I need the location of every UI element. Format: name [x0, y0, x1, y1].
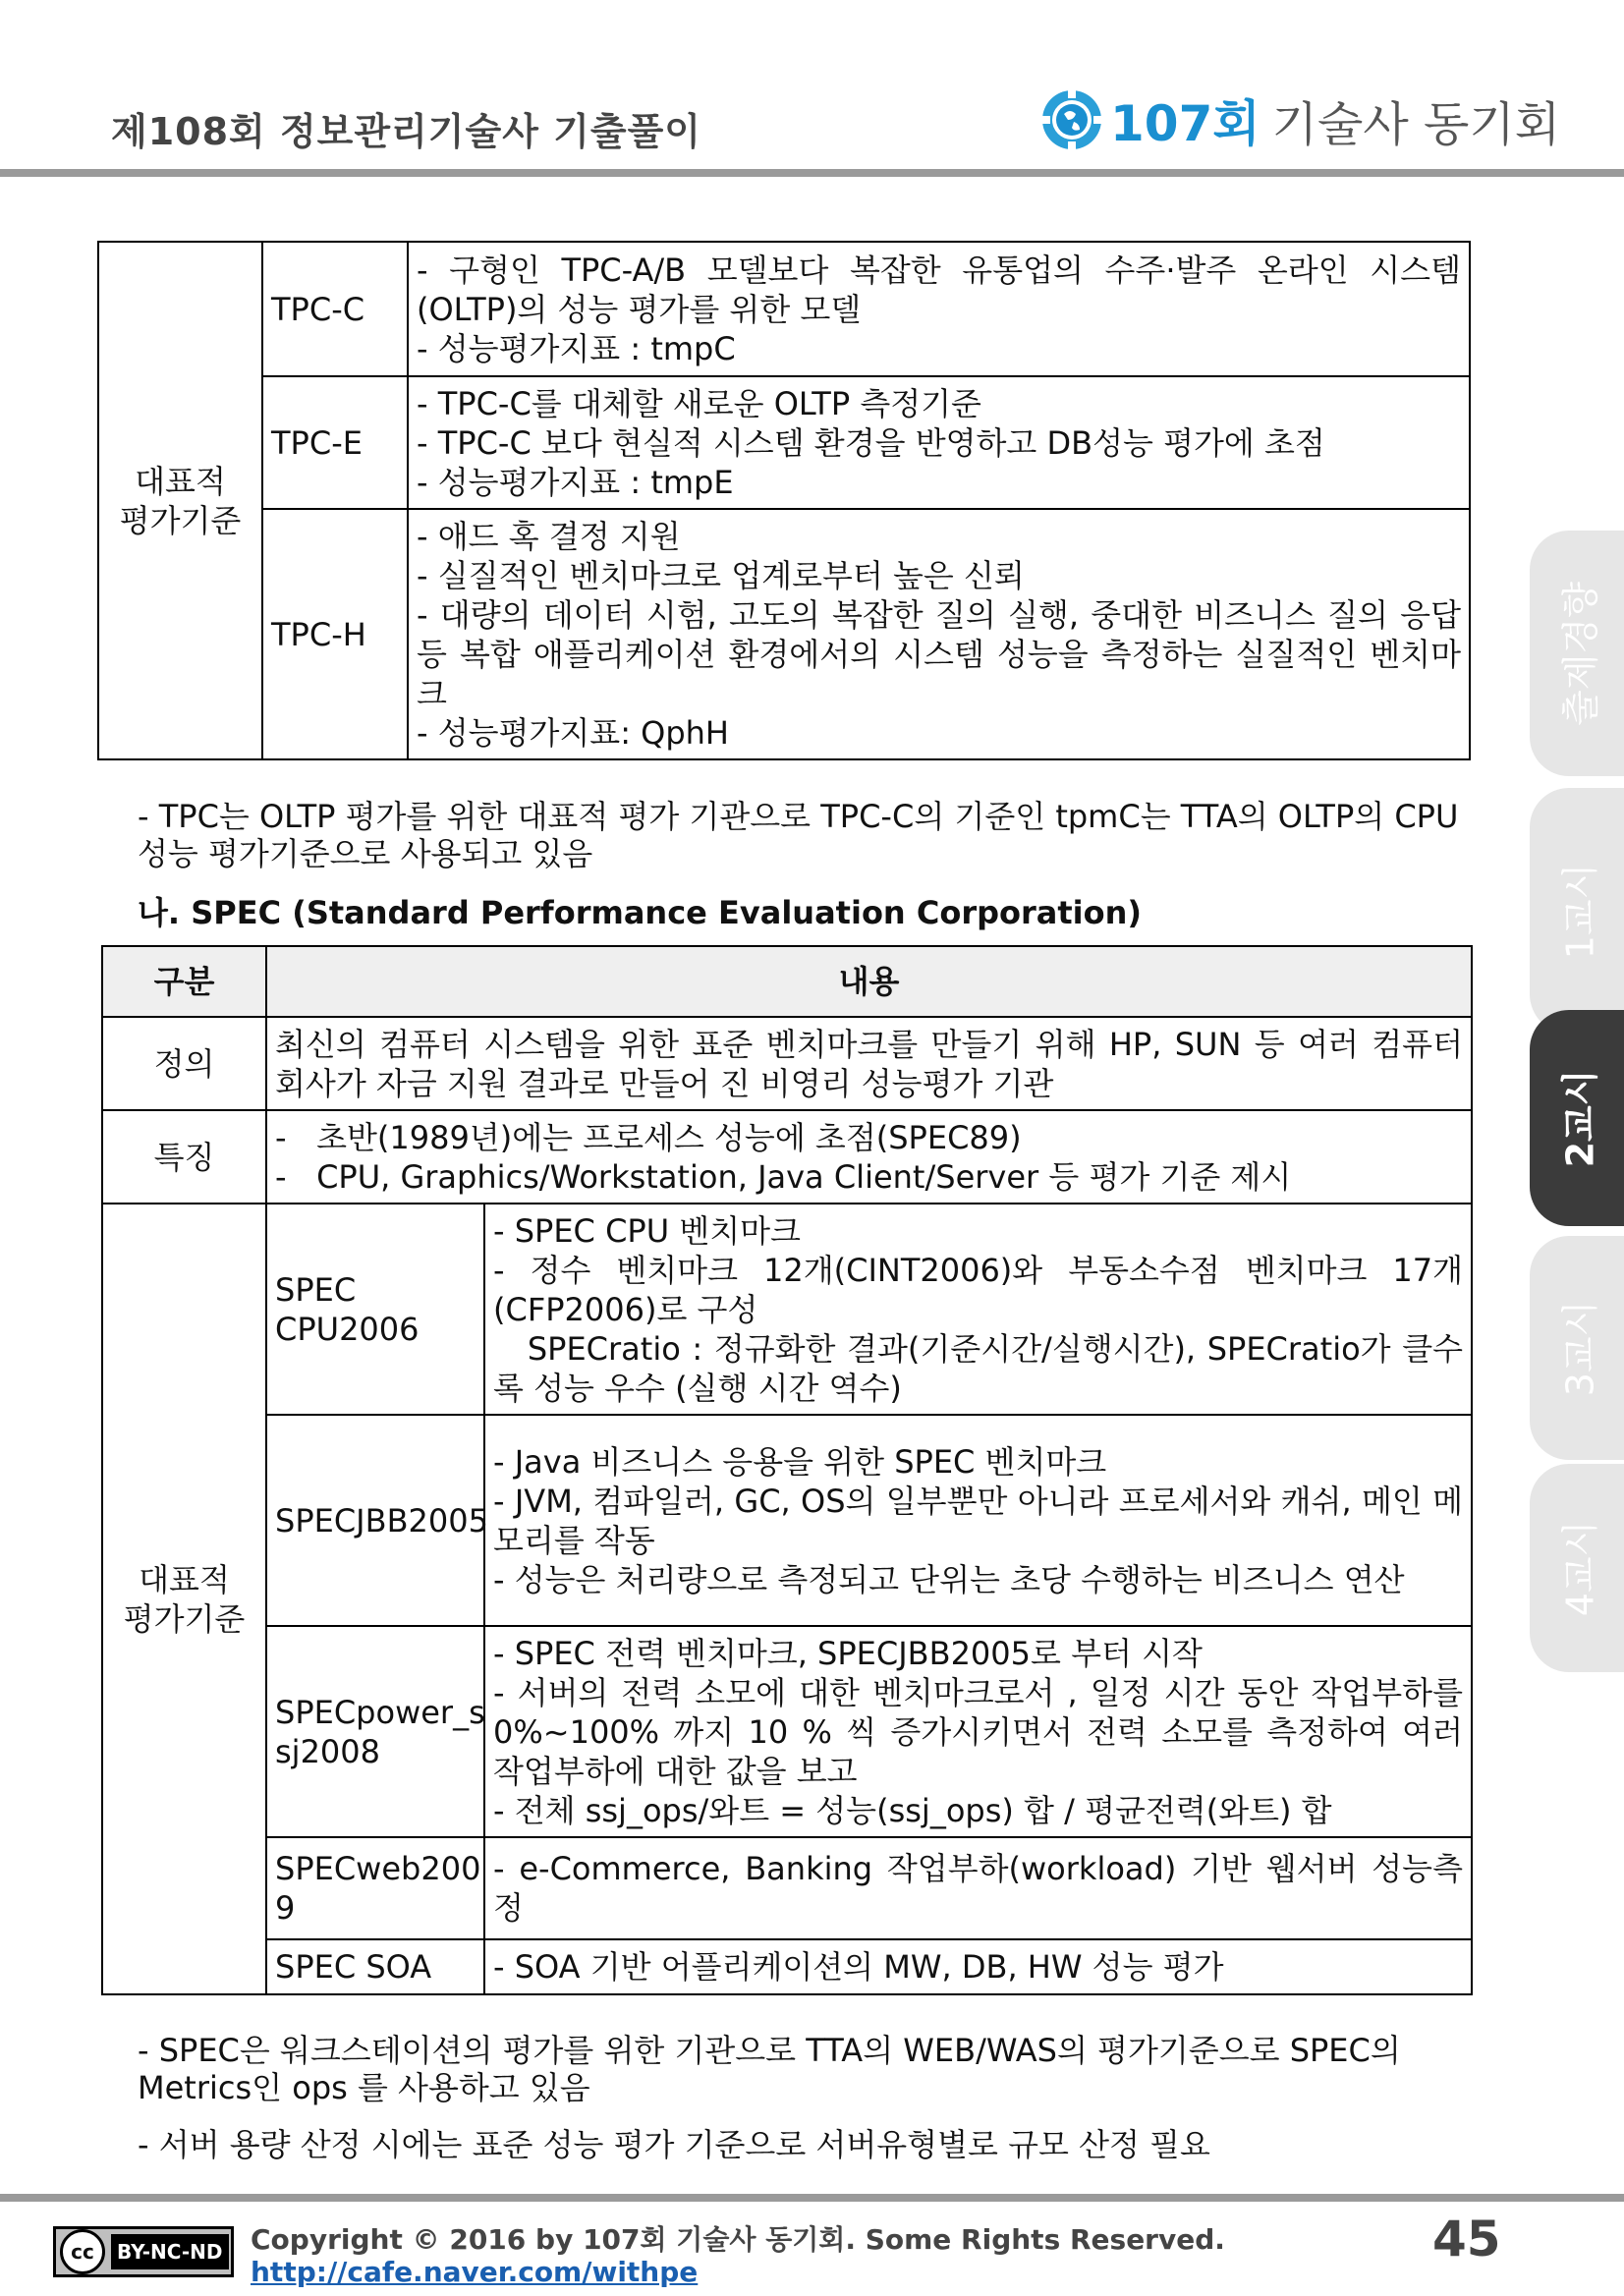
- table-row: [102, 1837, 1472, 1939]
- benchmark-description: [484, 1626, 1472, 1837]
- table-row: [102, 1110, 1472, 1204]
- benchmark-description: [484, 1939, 1472, 1994]
- description-line: - 실질적인 벤치마크로 업계로부터 높은 신뢰: [417, 556, 1025, 594]
- description-line: - 정수 벤치마크 12개(CINT2006)와 부동소수점 벤치마크 17개(CFP2006)로 구성: [493, 1251, 1464, 1328]
- feature-label: 특징: [102, 1110, 266, 1204]
- benchmark-description: [408, 376, 1470, 509]
- description-line: - TPC-C 보다 현실적 시스템 환경을 반영하고 DB성능 평가에 초점: [417, 423, 1325, 462]
- table-row: [102, 1415, 1472, 1626]
- table-header-row: [102, 946, 1472, 1017]
- tpc-table: [97, 241, 1471, 760]
- tab-label: 3교시: [1558, 1300, 1602, 1396]
- description-line: - Java 비즈니스 응용을 위한 SPEC 벤치마크: [493, 1442, 1107, 1481]
- benchmark-description: [484, 1415, 1472, 1626]
- benchmark-name: TPC-E: [262, 376, 408, 509]
- description-line: - SPEC CPU 벤치마크: [493, 1211, 801, 1250]
- description-line: - 성능은 처리량으로 측정되고 단위는 초당 수행하는 비즈니스 연산: [493, 1560, 1405, 1598]
- table-row: [98, 509, 1470, 759]
- logo-text: 기술사 동기회: [1271, 96, 1561, 152]
- description-line: - SPEC 전력 벤치마크, SPECJBB2005로 부터 시작: [493, 1634, 1203, 1672]
- spec-heading: 나. SPEC (Standard Performance Evaluation Corporation): [138, 894, 1143, 931]
- page-number: 45: [1432, 2211, 1501, 2268]
- table-row: [102, 1626, 1472, 1837]
- description-line: - 서버의 전력 소모에 대한 벤치마크로서 , 일정 시간 동안 작업부하를 0%~100% 까지 10 % 씩 증가시키면서 전력 소모를 측정하여 여러 작업부하에 대한 값을 보고: [493, 1673, 1464, 1790]
- benchmark-name: SPECweb200 9: [266, 1837, 484, 1939]
- tab-label: 1교시: [1558, 863, 1602, 959]
- description-line: - 애드 혹 결정 지원: [417, 517, 681, 555]
- benchmark-name: SPEC CPU2006: [266, 1204, 484, 1415]
- table-row: [98, 242, 1470, 376]
- tab-session-2[interactable]: [1530, 1010, 1624, 1226]
- description-line: - SOA 기반 어플리케이션의 MW, DB, HW 성능 평가: [493, 1948, 1224, 1986]
- footer-divider: [0, 2194, 1624, 2202]
- tab-session-1[interactable]: [1530, 788, 1624, 1034]
- logo-number: 107회: [1110, 95, 1260, 152]
- header-divider: [0, 169, 1624, 177]
- feature-line: - CPU, Graphics/Workstation, Java Client/Server 등 평가 기준 제시: [275, 1157, 1292, 1196]
- spec-note-2: - 서버 용량 산정 시에는 표준 성능 평가 기준으로 서버유형별로 규모 산정 필요: [138, 2126, 1210, 2163]
- description-line: - 성능평가지표 : tmpE: [417, 463, 734, 501]
- page-header-title: 제108회 정보관리기술사 기출풀이: [111, 110, 701, 153]
- tab-session-3[interactable]: [1530, 1236, 1624, 1460]
- description-line: - 전체 ssj_ops/와트 = 성능(ssj_ops) 합 / 평균전력(와트) 합: [493, 1791, 1332, 1829]
- description-line: - 대량의 데이터 시험, 고도의 복잡한 질의 실행, 중대한 비즈니스 질의 응답 등 복합 애플리케이션 환경에서의 시스템 성능을 측정하는 실질적인 벤치마크: [417, 595, 1461, 712]
- category-cell: 대표적 평가기준: [98, 242, 262, 759]
- benchmark-name: SPECpower_s sj2008: [266, 1626, 484, 1837]
- copyright-text: Copyright © 2016 by 107회 기술사 동기회. Some Rights Reserved.: [251, 2223, 1225, 2256]
- benchmark-description: [484, 1837, 1472, 1939]
- cc-license-badge: [53, 2226, 234, 2277]
- description-line: - JVM, 컴파일러, GC, OS의 일부뿐만 아니라 프로세서와 캐쉬, 메인 메모리를 작동: [493, 1482, 1464, 1559]
- description-line: - e-Commerce, Banking 작업부하(workload) 기반 웹서버 성능측정: [493, 1850, 1464, 1927]
- benchmark-name: TPC-C: [262, 242, 408, 376]
- header-category: 구분: [102, 946, 266, 1017]
- feature-line: - 초반(1989년)에는 프로세스 성능에 초점(SPEC89): [275, 1118, 1022, 1156]
- tab-exam-trend[interactable]: [1530, 531, 1624, 776]
- benchmark-description: [408, 509, 1470, 759]
- header-content: 내용: [266, 946, 1472, 1017]
- benchmark-name: SPEC SOA: [266, 1939, 484, 1994]
- description-line: - 성능평가지표: QphH: [417, 713, 729, 752]
- cc-icon: cc: [60, 2229, 105, 2274]
- description-line: - TPC-C를 대체할 새로운 OLTP 측정기준: [417, 384, 981, 422]
- feature-text: [266, 1110, 1472, 1204]
- table-row: [102, 1204, 1472, 1415]
- definition-text: 최신의 컴퓨터 시스템을 위한 표준 벤치마크를 만들기 위해 HP, SUN 등 여러 컴퓨터 회사가 자금 지원 결과로 만들어 진 비영리 성능평가 기관: [266, 1017, 1472, 1110]
- logo: [1039, 84, 1560, 155]
- category-cell: 대표적 평가기준: [102, 1204, 266, 1994]
- gear-globe-icon: [1039, 87, 1104, 152]
- tab-label: 4교시: [1558, 1520, 1602, 1616]
- benchmark-description: [484, 1204, 1472, 1415]
- description-line: - 성능평가지표 : tmpC: [417, 329, 736, 367]
- license-label: BY-NC-ND: [111, 2234, 229, 2269]
- tab-session-4[interactable]: [1530, 1464, 1624, 1672]
- definition-label: 정의: [102, 1017, 266, 1110]
- description-line: - 구형인 TPC-A/B 모델보다 복잡한 유통업의 수주·발주 온라인 시스템(OLTP)의 성능 평가를 위한 모델: [417, 251, 1461, 328]
- table-row: [98, 376, 1470, 509]
- spec-table: [101, 945, 1473, 1995]
- benchmark-description: [408, 242, 1470, 376]
- benchmark-name: TPC-H: [262, 509, 408, 759]
- tpc-note: - TPC는 OLTP 평가를 위한 대표적 평가 기관으로 TPC-C의 기준인 tpmC는 TTA의 OLTP의 CPU 성능 평가기준으로 사용되고 있음: [138, 798, 1459, 872]
- tab-label: 출제경향: [1558, 581, 1602, 726]
- table-row: [102, 1017, 1472, 1110]
- description-line: SPECratio : 정규화한 결과(기준시간/실행시간), SPECratio가 클수록 성능 우수 (실행 시간 역수): [493, 1329, 1464, 1407]
- cafe-link[interactable]: http://cafe.naver.com/withpe: [251, 2256, 699, 2288]
- benchmark-name: SPECJBB2005: [266, 1415, 484, 1626]
- spec-note-1: - SPEC은 워크스테이션의 평가를 위한 기관으로 TTA의 WEB/WAS의 평가기준으로 SPEC의 Metrics인 ops 를 사용하고 있음: [138, 2032, 1401, 2106]
- tab-label: 2교시: [1558, 1069, 1602, 1167]
- table-row: [102, 1939, 1472, 1994]
